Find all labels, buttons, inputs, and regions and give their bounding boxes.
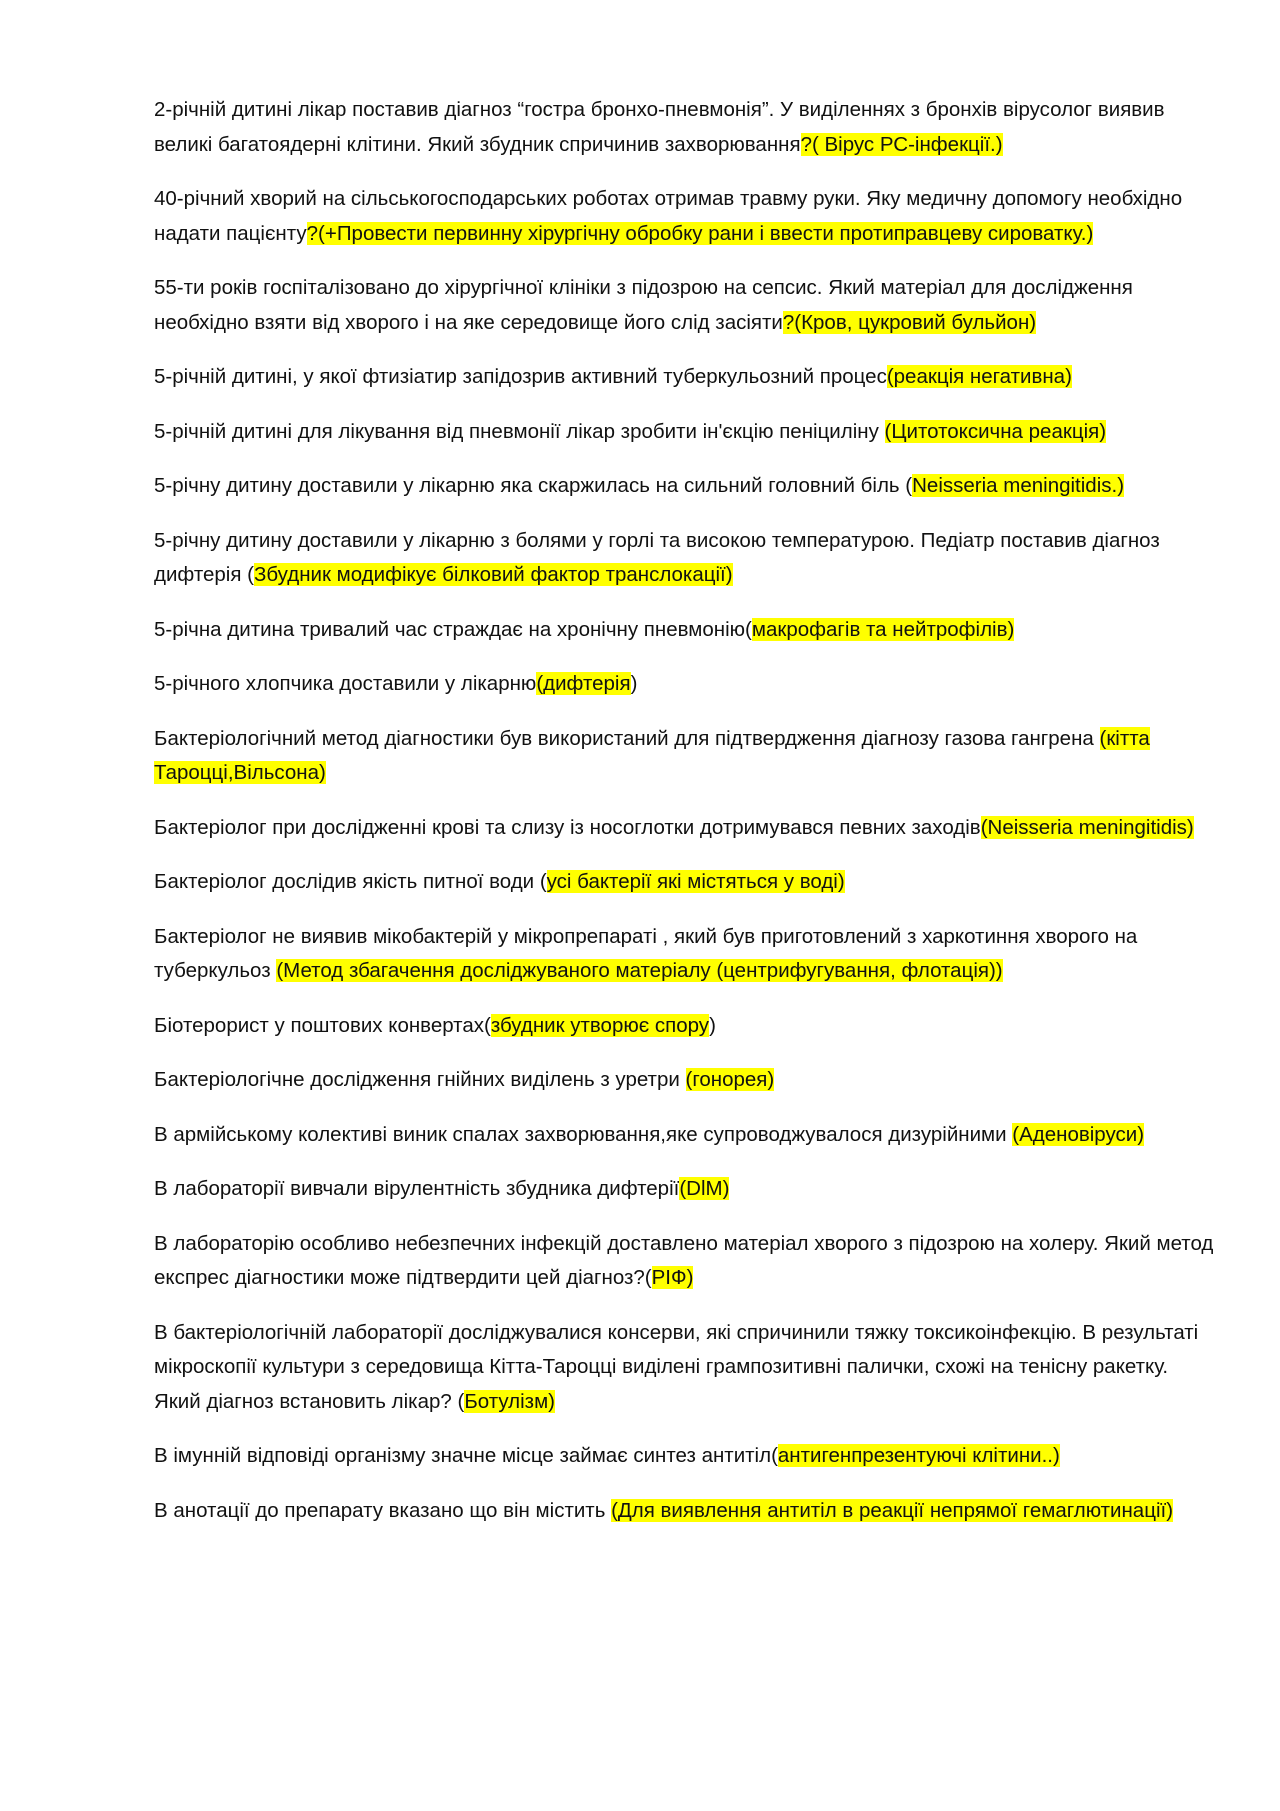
- highlighted-answer: Neisseria meningitidis.): [912, 474, 1125, 497]
- question-text: 5-річного хлопчика доставили у лікарню: [154, 672, 537, 695]
- answer-prefix: (: [905, 474, 913, 497]
- question-entry: [154, 1316, 1220, 1420]
- question-text: Бактеріологічне дослідження гнійних виділень з уретри: [154, 1068, 686, 1091]
- question-text: 5-річній дитині, у якої фтизіатир запідозрив активний туберкульозний процес: [154, 365, 887, 388]
- highlighted-answer: (кітта Тароцці,Вільсона): [154, 726, 1150, 784]
- question-list: [154, 93, 1220, 1528]
- highlighted-answer: (гонорея): [685, 1068, 775, 1091]
- question-text: Біотерорист у поштових конвертах: [154, 1013, 484, 1037]
- highlighted-answer: (DlM): [679, 1177, 730, 1200]
- answer-prefix: (: [484, 1013, 491, 1037]
- answer-suffix: ): [709, 1013, 716, 1037]
- highlighted-answer: антигенпрезентуючі клітини..): [777, 1444, 1060, 1467]
- question-entry: [154, 1227, 1220, 1296]
- answer-prefix: (: [771, 1444, 778, 1467]
- highlighted-answer: (Метод збагачення досліджуваного матеріалу (центрифугування, флотація)): [276, 959, 1003, 982]
- highlighted-answer: (Цитотоксична реакція): [884, 419, 1107, 443]
- answer-prefix: (: [539, 870, 547, 893]
- question-text: 5-річну дитину доставили у лікарню з болями у горлі та високою температурою. Педіатр поставив діагноз дифтерія: [154, 528, 1160, 586]
- question-entry: [154, 865, 1220, 900]
- highlighted-answer: Збудник модифікує білковий фактор транслокації): [253, 563, 733, 586]
- question-entry: [154, 667, 1220, 702]
- question-text: Бактеріолог дослідив якість питної води: [154, 870, 540, 893]
- question-entry: [154, 1172, 1220, 1207]
- highlighted-answer: РІФ): [651, 1266, 694, 1289]
- question-text: В бактеріологічній лабораторії досліджувалися консерви, які спричинили тяжку токсикоінфекцію. В результаті мікроскопії культури з середовища Кітта-Тароцці виділені грампозитивні палички, схожі на тенісну ракетку. Який діагноз встановить лікар?: [154, 1320, 1199, 1413]
- question-text: Бактеріологічний метод діагностики був використаний для підтвердження діагнозу газова гангрена: [154, 726, 1100, 750]
- answer-prefix: (: [247, 563, 254, 586]
- highlighted-answer: (реакція негативна): [886, 365, 1072, 388]
- highlighted-answer: ?( Вірус РС-інфекції.): [800, 132, 1003, 156]
- question-text: Бактеріолог при дослідженні крові та слизу із носоглотки дотримувався певних заходів: [154, 815, 981, 839]
- highlighted-answer: (Neisseria meningitidis): [980, 815, 1194, 839]
- answer-prefix: (: [457, 1389, 465, 1413]
- question-entry: [154, 1439, 1220, 1474]
- question-text: 40-річний хворий на сільськогосподарських роботах отримав травму руки. Яку медичну допомогу необхідно надати пацієнту: [154, 187, 1183, 245]
- question-entry: [154, 811, 1220, 846]
- highlighted-answer: ?(+Провести первинну хірургічну обробку рани і ввести протиправцеву сироватку.): [306, 221, 1094, 245]
- question-entry: [154, 1118, 1220, 1153]
- question-entry: [154, 722, 1220, 791]
- question-entry: [154, 1009, 1220, 1044]
- highlighted-answer: усі бактерії які містяться у воді): [546, 870, 845, 893]
- question-entry: [154, 182, 1220, 251]
- question-text: 5-річна дитина тривалий час страждає на хронічну пневмонію: [154, 617, 746, 641]
- question-entry: [154, 1494, 1220, 1529]
- question-entry: [154, 524, 1220, 593]
- highlighted-answer: збудник утворює спору: [490, 1013, 710, 1037]
- answer-prefix: (: [644, 1266, 652, 1289]
- question-text: 2-річній дитині лікар поставив діагноз “гостра бронхо-пневмонія”. У виділеннях з бронхів вірусолог виявив великі багатоядерні клітини. Який збудник спричинив захворювання: [154, 98, 1165, 156]
- question-text: Бактеріолог не виявив мікобактерій у мікропрепараті , який був приготовлений з харкотиння хворого на туберкульоз: [154, 924, 1138, 982]
- question-entry: [154, 93, 1220, 162]
- highlighted-answer: Ботулізм): [464, 1389, 555, 1413]
- question-entry: [154, 613, 1220, 648]
- question-text: В лабораторії вивчали вірулентність збудника дифтерії: [154, 1177, 680, 1200]
- question-text: В армійському колективі виник спалах захворювання,яке супроводжувалося дизурійними: [154, 1122, 1013, 1146]
- question-text: В лабораторію особливо небезпечних інфекцій доставлено матеріал хворого з підозрою на холеру. Який метод експрес діагностики може підтвердити цей діагноз?: [154, 1231, 1214, 1289]
- question-entry: [154, 360, 1220, 395]
- question-text: В анотації до препарату вказано що він містить: [154, 1498, 612, 1522]
- question-entry: [154, 1063, 1220, 1098]
- question-text: 5-річній дитині для лікування від пневмонії лікар зробити ін'єкцію пеніциліну: [154, 419, 885, 443]
- question-entry: [154, 920, 1220, 989]
- question-text: 55-ти років госпіталізовано до хірургічної клініки з підозрою на сепсис. Який матеріал для дослідження необхідно взяти від хворого і на яке середовище його слід засіяти: [154, 276, 1133, 334]
- highlighted-answer: макрофагів та нейтрофілів): [751, 617, 1015, 641]
- question-text: В імунній відповіді організму значне місце займає синтез антитіл: [154, 1444, 772, 1467]
- question-entry: [154, 415, 1220, 450]
- question-entry: [154, 469, 1220, 504]
- highlighted-answer: ?(Кров, цукровий бульйон): [782, 310, 1037, 334]
- question-entry: [154, 271, 1220, 340]
- answer-prefix: (: [745, 617, 752, 641]
- question-text: 5-річну дитину доставили у лікарню яка скаржилась на сильний головний біль: [154, 474, 906, 497]
- highlighted-answer: (Для виявлення антитіл в реакції непрямої гемаглютинації): [611, 1498, 1174, 1522]
- highlighted-answer: (дифтерія: [536, 672, 631, 695]
- highlighted-answer: (Аденовіруси): [1012, 1122, 1145, 1146]
- answer-suffix: ): [630, 672, 638, 695]
